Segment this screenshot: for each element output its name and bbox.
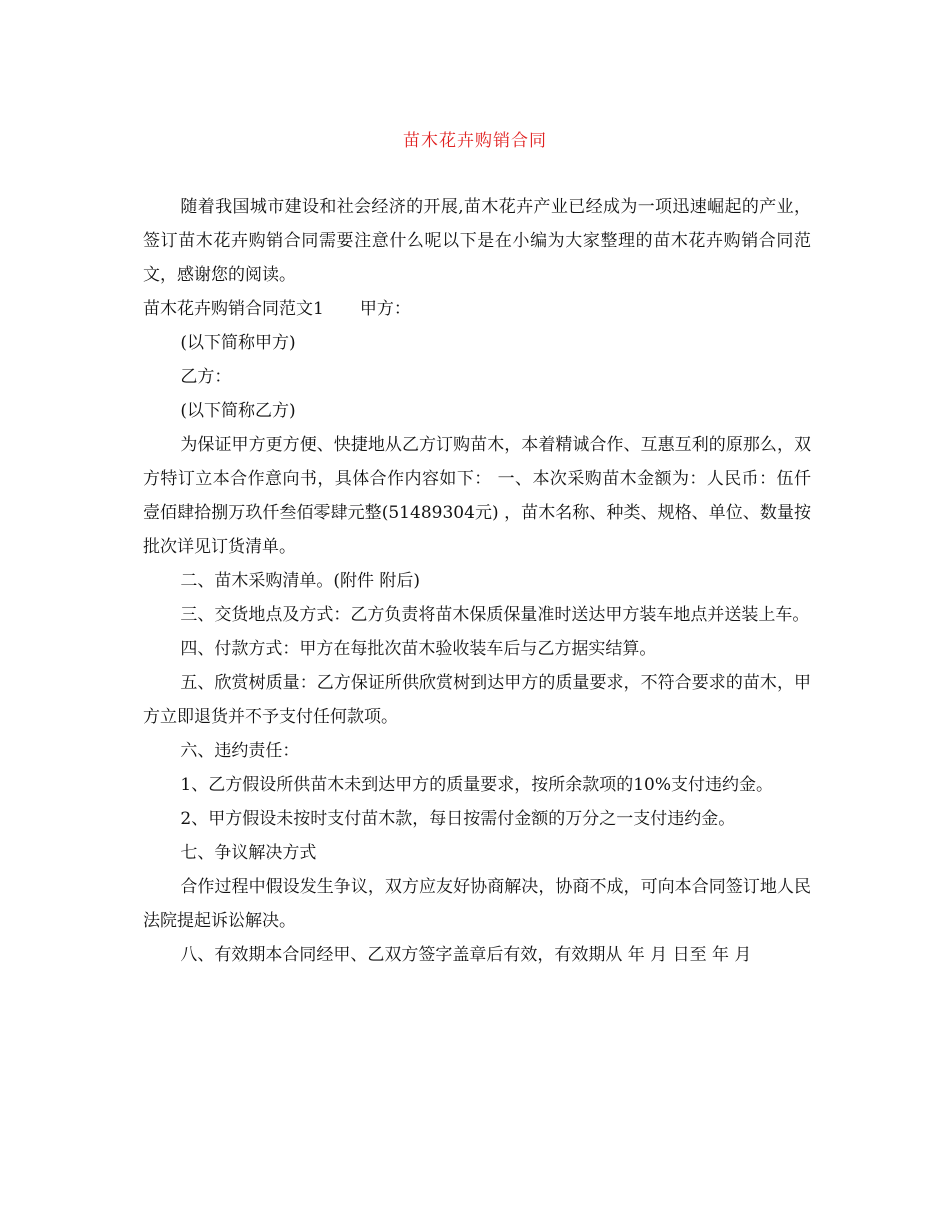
clause-7: 七、争议解决方式 <box>180 843 317 863</box>
clause-3: 三、交货地点及方式：乙方负责将苗木保质保量准时送达甲方装车地点并送装上车。 <box>180 605 810 625</box>
clause-6: 六、违约责任： <box>180 741 300 761</box>
clause-5: 五、欣赏树质量：乙方保证所供欣赏树到达甲方的质量要求，不符合要求的苗木，甲方立即退货并不予支付任何款项。 <box>143 673 811 727</box>
clause-7-text: 合作过程中假设发生争议，双方应友好协商解决，协商不成，可向本合同签订地人民法院提起诉讼解决。 <box>143 877 811 931</box>
party-a-label: 甲方： <box>359 299 411 319</box>
clause-6-1: 1、乙方假设所供苗木未到达甲方的质量要求，按所余款项的10%支付违约金。 <box>180 775 773 795</box>
sample-heading: 苗木花卉购销合同范文1 <box>143 299 324 319</box>
party-b-label: 乙方： <box>180 367 232 387</box>
party-a-alias: (以下简称甲方) <box>180 333 296 353</box>
purpose-paragraph: 为保证甲方更方便、快捷地从乙方订购苗木，本着精诚合作、互惠互利的原那么，双方特订立本合作意向书，具体合作内容如下： 一、本次采购苗木金额为：人民币：伍仟壹佰肆拾捌万玖仟叁佰零肆元整(51489304元) ，苗木名称、种类、规格、单位、数量按批次详见订货清单。 <box>143 435 811 557</box>
clause-8: 八、有效期本合同经甲、乙双方签字盖章后有效，有效期从 年 月 日至 年 月 <box>180 945 752 965</box>
document-body <box>143 190 811 972</box>
sample-heading-line <box>143 292 811 326</box>
document-title: 苗木花卉购销合同 <box>403 131 547 151</box>
party-b-alias: (以下简称乙方) <box>180 401 296 421</box>
clause-2: 二、苗木采购清单。(附件 附后) <box>180 571 421 591</box>
clause-6-2: 2、甲方假设未按时支付苗木款，每日按需付金额的万分之一支付违约金。 <box>180 809 736 829</box>
clause-4: 四、付款方式：甲方在每批次苗木验收装车后与乙方据实结算。 <box>180 639 657 659</box>
intro-paragraph: 随着我国城市建设和社会经济的开展,苗木花卉产业已经成为一项迅速崛起的产业，签订苗木花卉购销合同需要注意什么呢以下是在小编为大家整理的苗木花卉购销合同范文，感谢您的阅读。 <box>143 197 811 285</box>
